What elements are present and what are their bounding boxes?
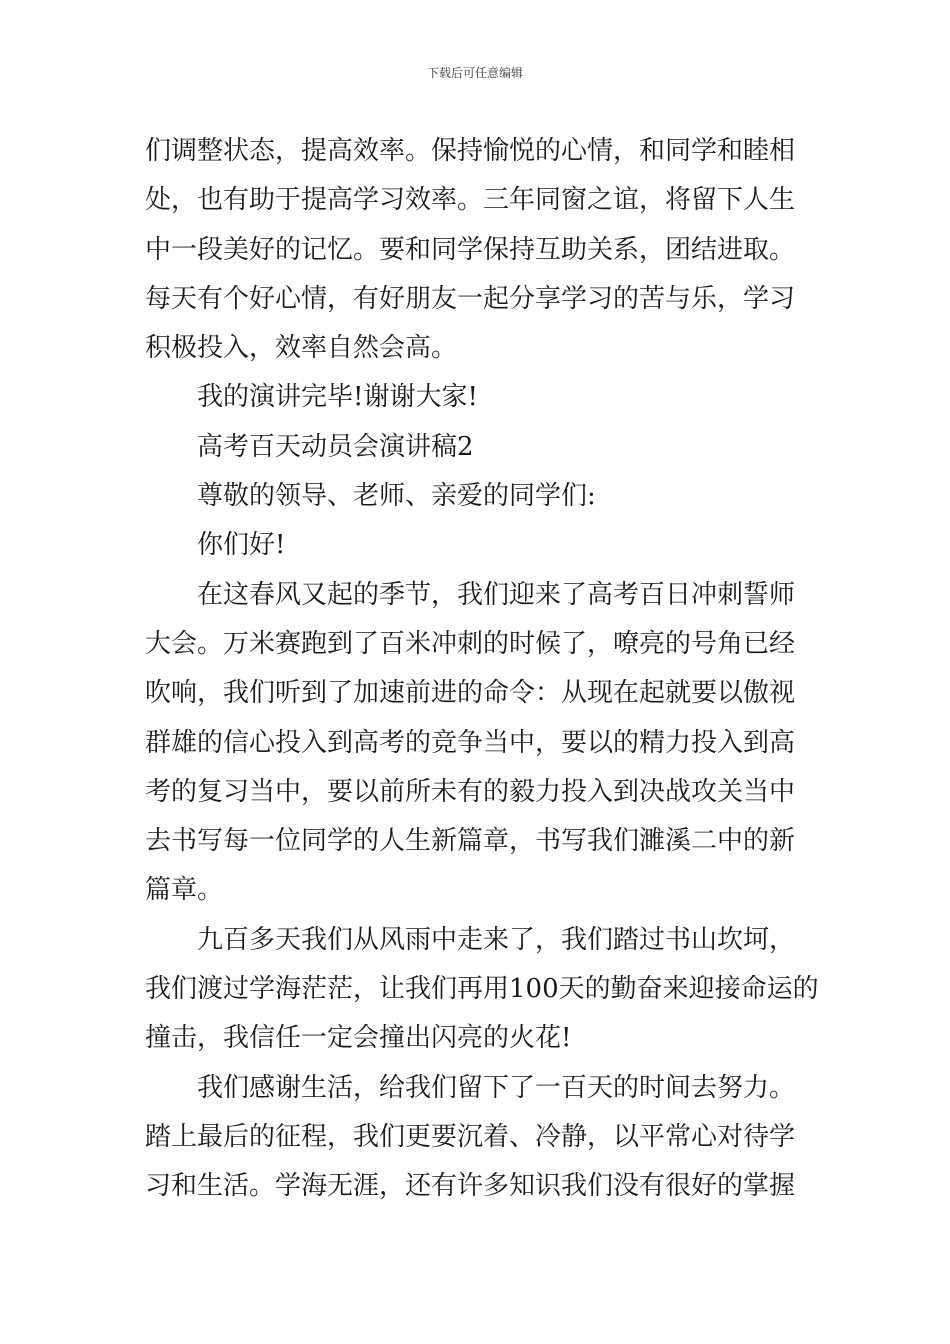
- body-line: 每天有个好心情，有好朋友一起分享学习的苦与乐，学习: [145, 283, 796, 314]
- body-line: 群雄的信心投入到高考的竞争当中，要以的精力投入到高: [145, 727, 796, 758]
- body-line: 考的复习当中，要以前所未有的毅力投入到决战攻关当中: [145, 776, 796, 807]
- body-line: 我们渡过学海茫茫，让我们再用100天的勤奋来迎接命运的: [145, 974, 819, 1005]
- body-line: 撞击，我信任一定会撞出闪亮的火花!: [145, 1023, 572, 1054]
- body-line: 去书写每一位同学的人生新篇章，书写我们濉溪二中的新: [145, 826, 796, 857]
- salutation-line: 尊敬的领导、老师、亲爱的同学们:: [197, 481, 596, 512]
- greeting-line: 你们好!: [197, 530, 286, 561]
- body-line: 们调整状态，提高效率。保持愉悦的心情，和同学和睦相: [145, 136, 796, 166]
- body-line: 踏上最后的征程，我们更要沉着、冷静，以平常心对待学: [145, 1121, 796, 1152]
- page-header: 下载后可任意编辑: [426, 66, 523, 80]
- speech-title: 高考百天动员会演讲稿2: [197, 431, 474, 462]
- body-line: 积极投入，效率自然会高。: [145, 333, 458, 364]
- body-line: 篇章。: [145, 875, 224, 906]
- document-body: [145, 127, 819, 1212]
- body-line: 我们感谢生活，给我们留下了一百天的时间去努力。: [197, 1072, 796, 1103]
- closing-line: 我的演讲完毕!谢谢大家!: [197, 382, 478, 413]
- body-line: 吹响，我们听到了加速前进的命令：从现在起就要以傲视: [145, 678, 796, 709]
- body-line: 习和生活。学海无涯，还有许多知识我们没有很好的掌握: [145, 1171, 796, 1202]
- body-line: 中一段美好的记忆。要和同学保持互助关系，团结进取。: [145, 234, 796, 265]
- body-line: 大会。万米赛跑到了百米冲刺的时候了，嘹亮的号角已经: [145, 628, 796, 659]
- body-line: 处，也有助于提高学习效率。三年同窗之谊，将留下人生: [145, 185, 796, 216]
- body-line: 九百多天我们从风雨中走来了，我们踏过书山坎坷，: [197, 924, 796, 955]
- body-line: 在这春风又起的季节，我们迎来了高考百日冲刺誓师: [197, 579, 796, 610]
